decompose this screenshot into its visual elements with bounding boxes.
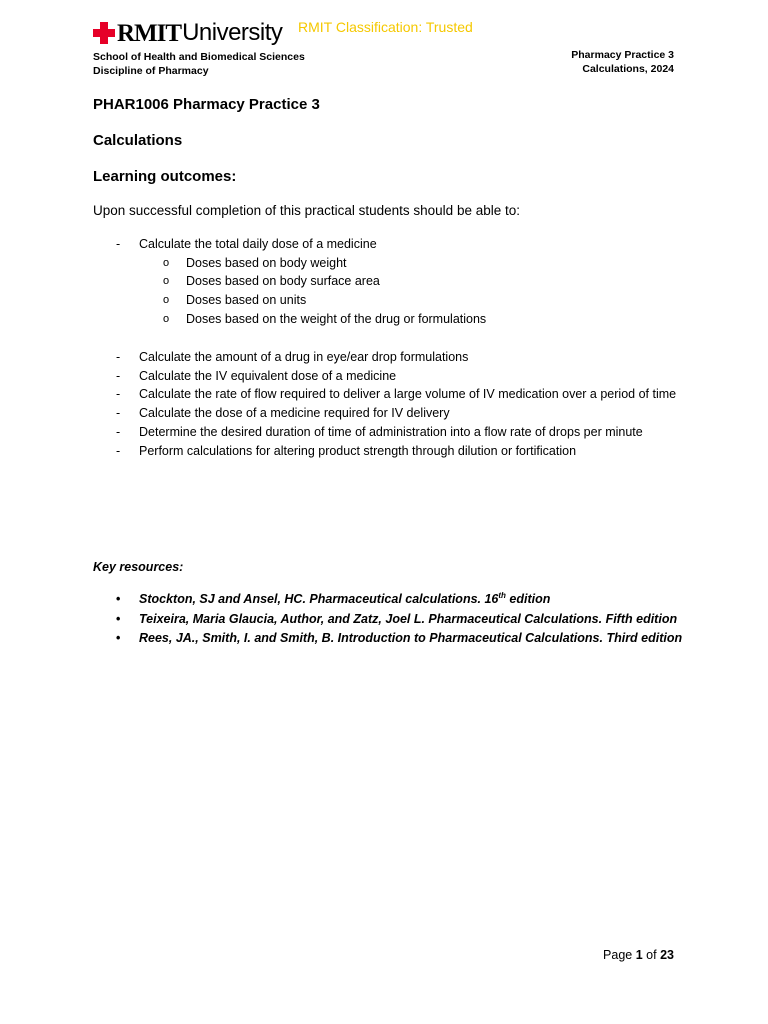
discipline-name: Discipline of Pharmacy bbox=[93, 65, 209, 77]
sub-list-item bbox=[0, 254, 679, 273]
sub-list-item-text: Doses based on units bbox=[186, 293, 307, 308]
dash-marker: - bbox=[116, 424, 121, 439]
list-item bbox=[0, 348, 679, 367]
outcomes-list-2 bbox=[0, 348, 679, 460]
resource-item bbox=[0, 629, 682, 649]
rmit-logo bbox=[93, 17, 282, 49]
dash-marker: - bbox=[116, 368, 121, 383]
list-item-text: Calculate the IV equivalent dose of a medicine bbox=[139, 368, 397, 383]
list-item-text: Calculate the total daily dose of a medicine bbox=[139, 237, 377, 251]
classification-label: RMIT Classification: Trusted bbox=[298, 19, 473, 35]
outcomes-list-1 bbox=[0, 235, 679, 329]
dash-marker: - bbox=[116, 387, 121, 402]
school-name: School of Health and Biomedical Sciences bbox=[93, 51, 305, 63]
list-item-text: Calculate the amount of a drug in eye/ear drop formulations bbox=[139, 350, 469, 364]
resource-text: Stockton, SJ and Ansel, HC. Pharmaceutical calculations. 16 bbox=[139, 592, 499, 606]
learning-outcomes-heading: Learning outcomes: bbox=[93, 168, 237, 185]
page-number bbox=[603, 948, 674, 962]
list-item bbox=[0, 367, 679, 386]
sub-list-item-text: Doses based on body surface area bbox=[186, 274, 380, 289]
sub-list-item bbox=[0, 310, 679, 329]
list-item-text: Calculate the dose of a medicine required for IV delivery bbox=[139, 406, 450, 421]
list-item bbox=[0, 385, 679, 404]
sub-list-item bbox=[0, 291, 679, 310]
circle-bullet-icon: o bbox=[163, 294, 170, 307]
page-word: Page bbox=[603, 948, 633, 962]
rmit-pixel-cross-icon bbox=[93, 22, 115, 44]
list-item bbox=[0, 442, 679, 461]
key-resources-list bbox=[0, 590, 682, 649]
school-info bbox=[93, 50, 305, 78]
resource-text-suffix: edition bbox=[505, 592, 551, 606]
intro-text: Upon successful completion of this practical students should be able to: bbox=[93, 203, 520, 218]
dash-marker: - bbox=[116, 237, 121, 251]
bullet-icon: • bbox=[116, 611, 121, 626]
resource-text: Rees, JA., Smith, I. and Smith, B. Introduction to Pharmaceutical Calculations. Third edition bbox=[139, 631, 683, 645]
sub-list-item-text: Doses based on body weight bbox=[186, 255, 347, 270]
sub-list-item bbox=[0, 272, 679, 291]
section-title: Calculations bbox=[93, 132, 183, 149]
list-item bbox=[0, 404, 679, 423]
resource-item bbox=[0, 610, 682, 630]
dash-marker: - bbox=[116, 406, 121, 421]
resource-superscript: th bbox=[498, 590, 506, 600]
dash-marker: - bbox=[116, 443, 121, 458]
of-word: of bbox=[646, 948, 657, 962]
circle-bullet-icon: o bbox=[163, 256, 170, 269]
list-item bbox=[0, 423, 679, 442]
course-info bbox=[571, 48, 674, 76]
resource-item bbox=[0, 590, 682, 610]
bullet-icon: • bbox=[116, 631, 121, 645]
course-title: PHAR1006 Pharmacy Practice 3 bbox=[93, 96, 320, 113]
circle-bullet-icon: o bbox=[163, 275, 170, 288]
resource-text: Teixeira, Maria Glaucia, Author, and Zatz, Joel L. Pharmaceutical Calculations. Fifth edition bbox=[139, 611, 678, 626]
list-item bbox=[0, 235, 679, 254]
dash-marker: - bbox=[116, 350, 121, 364]
list-item-text: Calculate the rate of flow required to deliver a large volume of IV medication over a period of time bbox=[139, 387, 677, 402]
circle-bullet-icon: o bbox=[163, 312, 170, 325]
list-item-text: Perform calculations for altering product strength through dilution or fortification bbox=[139, 443, 577, 458]
bullet-icon: • bbox=[116, 592, 121, 606]
list-item-text: Determine the desired duration of time of administration into a flow rate of drops per minute bbox=[139, 424, 643, 439]
course-name: Pharmacy Practice 3 bbox=[571, 49, 674, 61]
key-resources-heading: Key resources: bbox=[93, 560, 184, 574]
sub-list-item-text: Doses based on the weight of the drug or formulations bbox=[186, 311, 487, 326]
page-current: 1 bbox=[635, 948, 643, 962]
page-total: 23 bbox=[660, 948, 674, 962]
logo-university-text: University bbox=[182, 19, 283, 46]
course-subtitle: Calculations, 2024 bbox=[582, 63, 674, 75]
logo-rmit-text: RMIT bbox=[117, 19, 182, 47]
